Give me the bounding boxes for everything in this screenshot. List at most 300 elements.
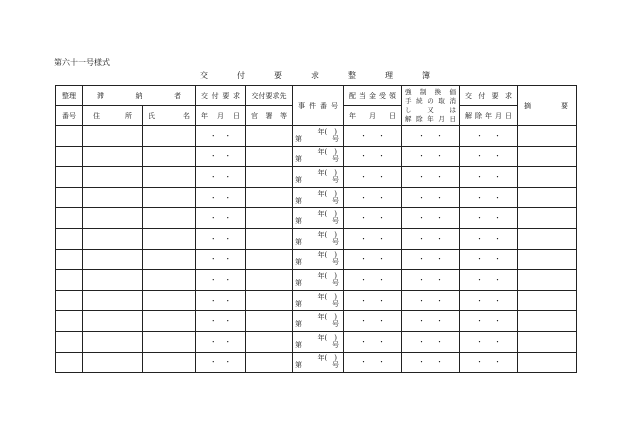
kofu-date-cell[interactable]: [196, 290, 246, 311]
date-separator: ・: [224, 317, 232, 326]
jiken-bango-cell[interactable]: [293, 208, 344, 229]
case-year: 年( ): [317, 189, 337, 198]
date-dots: [418, 193, 443, 203]
jusho-cell[interactable]: [83, 352, 143, 373]
date-dots: [360, 337, 385, 347]
date-dots: [418, 151, 443, 161]
case-go: 号: [332, 237, 339, 246]
table-row: [56, 352, 577, 373]
kaijo-date-cell[interactable]: [460, 290, 518, 311]
tainousha-char: 滞: [97, 91, 104, 100]
jusho-char: 住: [93, 111, 100, 120]
jusho-cell[interactable]: [83, 146, 143, 167]
kofu-date-cell[interactable]: [196, 228, 246, 249]
tekiyo-cell[interactable]: [518, 208, 577, 229]
shimei-cell[interactable]: [143, 228, 196, 249]
kofu-date-cell[interactable]: [196, 167, 246, 188]
tekiyo-cell[interactable]: [518, 228, 577, 249]
seiri-bango-cell[interactable]: [56, 249, 83, 270]
tekiyo-cell[interactable]: [518, 311, 577, 332]
date-dots: [210, 357, 232, 367]
case-go: 号: [332, 196, 339, 205]
kansho-cell[interactable]: [246, 249, 293, 270]
case-dai: 第: [295, 237, 302, 246]
jiken-char: 号: [331, 101, 338, 110]
kyosei-date-cell[interactable]: [402, 228, 460, 249]
kofu-date-cell[interactable]: [196, 208, 246, 229]
date-separator: ・: [209, 193, 217, 202]
date-separator: ・: [378, 193, 386, 202]
kyosei-date-cell[interactable]: [402, 290, 460, 311]
seiri-bango-cell[interactable]: [56, 352, 83, 373]
kansho-cell[interactable]: [246, 352, 293, 373]
date-separator: ・: [494, 337, 502, 346]
table-row: [56, 290, 577, 311]
kansho-cell[interactable]: [246, 311, 293, 332]
haito-date-cell[interactable]: [344, 311, 402, 332]
shimei-cell[interactable]: [143, 352, 196, 373]
table-row: [56, 126, 577, 147]
kansho-cell[interactable]: [246, 187, 293, 208]
date-dots: [476, 316, 501, 326]
kaijo-date-cell[interactable]: [460, 167, 518, 188]
date-dots: [360, 213, 385, 223]
kyosei-date-cell[interactable]: [402, 167, 460, 188]
date-separator: ・: [209, 275, 217, 284]
kyosei-date-cell[interactable]: [402, 352, 460, 373]
kyosei-char: 解: [405, 114, 412, 123]
header-kofu-date: [196, 106, 246, 126]
kaijo-date-cell[interactable]: [460, 187, 518, 208]
date-separator: ・: [494, 214, 502, 223]
haito-char: 金: [369, 91, 376, 100]
haito-date-cell[interactable]: [344, 249, 402, 270]
haito-date-cell[interactable]: [344, 208, 402, 229]
date-separator: ・: [417, 317, 425, 326]
date-separator: ・: [436, 193, 444, 202]
kaijo-date-cell[interactable]: [460, 311, 518, 332]
kofu-date-cell[interactable]: [196, 352, 246, 373]
date-dots: [418, 316, 443, 326]
date-dots: [418, 337, 443, 347]
date-dots: [476, 151, 501, 161]
date-separator: ・: [475, 275, 483, 284]
jusho-cell[interactable]: [83, 311, 143, 332]
jiken-char: 事: [298, 101, 305, 110]
date-separator: ・: [417, 337, 425, 346]
tekiyo-cell[interactable]: [518, 167, 577, 188]
date-separator: ・: [378, 234, 386, 243]
date-separator: ・: [494, 275, 502, 284]
date-separator: ・: [359, 358, 367, 367]
kaijo-char: 求: [504, 91, 512, 100]
date-separator: ・: [436, 172, 444, 181]
jusho-cell[interactable]: [83, 167, 143, 188]
seiri-bango-cell[interactable]: [56, 167, 83, 188]
date-separator: ・: [494, 131, 502, 140]
shimei-cell[interactable]: [143, 331, 196, 352]
case-year: 年( ): [317, 251, 337, 260]
date-dots: [210, 316, 232, 326]
kansho-cell[interactable]: [246, 290, 293, 311]
kaijo-date-cell[interactable]: [460, 228, 518, 249]
tekiyo-cell[interactable]: [518, 270, 577, 291]
shimei-cell[interactable]: [143, 208, 196, 229]
kansho-char: 等: [280, 111, 287, 120]
date-dots: [360, 275, 385, 285]
date-separator: ・: [475, 193, 483, 202]
kofu-date-cell[interactable]: [196, 249, 246, 270]
case-go: 号: [332, 155, 339, 164]
date-separator: ・: [436, 214, 444, 223]
jiken-bango-cell[interactable]: [293, 228, 344, 249]
date-dots: [210, 193, 232, 203]
kaijo-char: 交: [465, 91, 472, 100]
kyosei-date-cell[interactable]: [402, 187, 460, 208]
date-dots: [476, 234, 501, 244]
kyosei-char: 取: [438, 96, 445, 105]
kyosei-char: は: [449, 105, 456, 114]
tekiyo-cell[interactable]: [518, 331, 577, 352]
date-dots: [476, 337, 501, 347]
date-separator: ・: [209, 172, 217, 181]
jiken-char: 件: [309, 101, 316, 110]
haito-date-cell[interactable]: [344, 228, 402, 249]
header-jusho: [83, 106, 143, 126]
kyosei-char: 手: [405, 96, 412, 105]
seiri-bango-cell[interactable]: [56, 228, 83, 249]
haito-date-char: 日: [389, 111, 396, 120]
haito-date-char: 年: [349, 111, 356, 120]
jusho-char: 所: [125, 111, 132, 120]
case-number-line: [293, 321, 343, 328]
seiri-bango-cell[interactable]: [56, 311, 83, 332]
tekiyo-cell[interactable]: [518, 146, 577, 167]
date-dots: [210, 337, 232, 347]
haito-date-cell[interactable]: [344, 331, 402, 352]
kyosei-char: 消: [449, 96, 456, 105]
date-separator: ・: [209, 234, 217, 243]
jiken-bango-cell[interactable]: [293, 270, 344, 291]
haito-date-cell[interactable]: [344, 187, 402, 208]
kansho-cell[interactable]: [246, 208, 293, 229]
date-separator: ・: [475, 296, 483, 305]
kyosei-line: [405, 98, 456, 105]
header-haito: [344, 86, 402, 106]
jusho-cell[interactable]: [83, 228, 143, 249]
jiken-bango-cell[interactable]: [293, 352, 344, 373]
kofu-date-cell[interactable]: [196, 187, 246, 208]
date-dots: [476, 275, 501, 285]
date-separator: ・: [436, 337, 444, 346]
jusho-cell[interactable]: [83, 270, 143, 291]
kaijo-char: 要: [491, 91, 499, 100]
date-separator: ・: [209, 358, 217, 367]
shimei-cell[interactable]: [143, 187, 196, 208]
tekiyo-cell[interactable]: [518, 249, 577, 270]
kyosei-char: 日: [449, 114, 456, 123]
date-separator: ・: [417, 214, 425, 223]
tekiyo-cell[interactable]: [518, 290, 577, 311]
date-dots: [418, 254, 443, 264]
tekiyo-char: 要: [561, 101, 568, 110]
tekiyo-cell[interactable]: [518, 126, 577, 147]
shimei-char: 名: [183, 111, 190, 120]
kofu-date-cell[interactable]: [196, 311, 246, 332]
title-char: 要: [274, 71, 282, 80]
case-year: 年( ): [317, 292, 337, 301]
jiken-bango-cell[interactable]: [293, 146, 344, 167]
jiken-bango-cell[interactable]: [293, 187, 344, 208]
haito-char: 受: [379, 91, 386, 100]
shimei-cell[interactable]: [143, 249, 196, 270]
date-dots: [360, 131, 385, 141]
kofu-yokyu-char: 交: [201, 91, 208, 100]
haito-date-cell[interactable]: [344, 146, 402, 167]
jiken-bango-cell[interactable]: [293, 311, 344, 332]
kaijo-date-char: 除: [475, 111, 482, 120]
date-separator: ・: [475, 131, 483, 140]
case-number-line: [293, 259, 343, 266]
header-kansho: [246, 106, 293, 126]
date-dots: [360, 151, 385, 161]
date-dots: [476, 193, 501, 203]
case-year: 年( ): [317, 333, 337, 342]
jusho-cell[interactable]: [83, 331, 143, 352]
jiken-bango-cell[interactable]: [293, 290, 344, 311]
shimei-cell[interactable]: [143, 146, 196, 167]
date-dots: [360, 172, 385, 182]
date-separator: ・: [359, 234, 367, 243]
seiri-bango-cell[interactable]: [56, 187, 83, 208]
kyosei-date-cell[interactable]: [402, 249, 460, 270]
kaijo-date-cell[interactable]: [460, 126, 518, 147]
date-separator: ・: [224, 131, 232, 140]
form-title: [200, 70, 430, 81]
case-year: 年( ): [317, 127, 337, 136]
date-dots: [210, 254, 232, 264]
date-dots: [210, 131, 232, 141]
date-separator: ・: [494, 172, 502, 181]
date-separator: ・: [359, 337, 367, 346]
case-year: 年( ): [317, 271, 337, 280]
date-separator: ・: [475, 255, 483, 264]
tekiyo-cell[interactable]: [518, 352, 577, 373]
kyosei-date-cell[interactable]: [402, 270, 460, 291]
table-row: [56, 228, 577, 249]
header-tainousha: [83, 86, 196, 106]
kaijo-date-cell[interactable]: [460, 352, 518, 373]
case-dai: 第: [295, 258, 302, 267]
seiri-bango-cell[interactable]: [56, 290, 83, 311]
kyosei-char: 又: [427, 105, 434, 114]
haito-char: 配: [349, 91, 356, 100]
date-separator: ・: [378, 317, 386, 326]
haito-date-cell[interactable]: [344, 352, 402, 373]
kofu-date-char: 日: [233, 111, 240, 120]
case-dai: 第: [295, 155, 302, 164]
haito-date-cell[interactable]: [344, 126, 402, 147]
jiken-bango-cell[interactable]: [293, 331, 344, 352]
shimei-cell[interactable]: [143, 270, 196, 291]
kaijo-date-cell[interactable]: [460, 331, 518, 352]
table-row: [56, 167, 577, 188]
jiken-bango-cell[interactable]: [293, 249, 344, 270]
header-kaijo-date: [460, 106, 518, 126]
date-separator: ・: [224, 255, 232, 264]
jusho-cell[interactable]: [83, 126, 143, 147]
shimei-cell[interactable]: [143, 290, 196, 311]
seiri-bango-cell[interactable]: [56, 270, 83, 291]
kansho-char: 官: [251, 111, 258, 120]
date-dots: [418, 357, 443, 367]
kaijo-char: 付: [478, 91, 486, 100]
kansho-cell[interactable]: [246, 167, 293, 188]
kofu-yokyu-char: 要: [222, 91, 230, 100]
date-separator: ・: [359, 317, 367, 326]
case-dai: 第: [295, 175, 302, 184]
date-separator: ・: [209, 214, 217, 223]
date-separator: ・: [417, 358, 425, 367]
kyosei-char: 強: [405, 87, 412, 96]
date-dots: [210, 275, 232, 285]
date-separator: ・: [417, 255, 425, 264]
date-separator: ・: [475, 317, 483, 326]
date-separator: ・: [436, 296, 444, 305]
table-row: [56, 249, 577, 270]
case-go: 号: [332, 217, 339, 226]
kaijo-date-cell[interactable]: [460, 146, 518, 167]
date-separator: ・: [436, 234, 444, 243]
case-year: 年( ): [317, 354, 337, 363]
kofu-date-cell[interactable]: [196, 270, 246, 291]
date-dots: [418, 296, 443, 306]
kansho-cell[interactable]: [246, 270, 293, 291]
date-dots: [476, 357, 501, 367]
date-separator: ・: [475, 152, 483, 161]
haito-date-cell[interactable]: [344, 290, 402, 311]
kofu-date-cell[interactable]: [196, 331, 246, 352]
haito-date-cell[interactable]: [344, 167, 402, 188]
title-char: 整: [348, 71, 356, 80]
date-separator: ・: [378, 131, 386, 140]
kyosei-char: 月: [438, 114, 445, 123]
case-go: 号: [332, 320, 339, 329]
kansho-cell[interactable]: [246, 146, 293, 167]
case-go: 号: [332, 258, 339, 267]
seiri-bango-cell[interactable]: [56, 146, 83, 167]
case-number-line: [293, 218, 343, 225]
date-separator: ・: [494, 358, 502, 367]
kansho-cell[interactable]: [246, 331, 293, 352]
date-dots: [210, 296, 232, 306]
kyosei-date-cell[interactable]: [402, 311, 460, 332]
date-separator: ・: [224, 234, 232, 243]
tekiyo-cell[interactable]: [518, 187, 577, 208]
case-go: 号: [332, 278, 339, 287]
kaijo-date-cell[interactable]: [460, 270, 518, 291]
date-separator: ・: [436, 152, 444, 161]
kofu-date-cell[interactable]: [196, 146, 246, 167]
case-dai: 第: [295, 196, 302, 205]
date-separator: ・: [209, 131, 217, 140]
kaijo-date-cell[interactable]: [460, 208, 518, 229]
date-separator: ・: [224, 296, 232, 305]
table-row: [56, 187, 577, 208]
jusho-cell[interactable]: [83, 208, 143, 229]
case-dai: 第: [295, 361, 302, 370]
case-number-line: [293, 156, 343, 163]
jusho-cell[interactable]: [83, 187, 143, 208]
case-number-line: [293, 280, 343, 287]
date-separator: ・: [494, 255, 502, 264]
date-separator: ・: [475, 172, 483, 181]
seiri-bango-cell[interactable]: [56, 126, 83, 147]
case-number-line: [293, 362, 343, 369]
date-separator: ・: [224, 152, 232, 161]
date-separator: ・: [359, 172, 367, 181]
seiri-bango-cell[interactable]: [56, 208, 83, 229]
kyosei-date-cell[interactable]: [402, 126, 460, 147]
date-dots: [418, 275, 443, 285]
date-dots: [210, 151, 232, 161]
seiri-bango-cell[interactable]: [56, 331, 83, 352]
case-number-line: [293, 198, 343, 205]
form-number: 第六十一号様式: [54, 58, 110, 67]
shimei-cell[interactable]: [143, 167, 196, 188]
kansho-cell[interactable]: [246, 228, 293, 249]
kaijo-date-cell[interactable]: [460, 249, 518, 270]
jiken-bango-cell[interactable]: [293, 167, 344, 188]
kyosei-char: 換: [434, 87, 442, 96]
date-separator: ・: [359, 131, 367, 140]
haito-date-cell[interactable]: [344, 270, 402, 291]
tekiyo-char: 摘: [524, 101, 531, 110]
date-separator: ・: [378, 152, 386, 161]
case-dai: 第: [295, 217, 302, 226]
header-kaijo: [460, 86, 518, 106]
case-number-line: [293, 136, 343, 143]
table-row: [56, 270, 577, 291]
header-tekiyo: [518, 86, 577, 126]
kyosei-date-cell[interactable]: [402, 146, 460, 167]
jusho-cell[interactable]: [83, 290, 143, 311]
kyosei-date-cell[interactable]: [402, 331, 460, 352]
jusho-cell[interactable]: [83, 249, 143, 270]
shimei-cell[interactable]: [143, 311, 196, 332]
kyosei-date-cell[interactable]: [402, 208, 460, 229]
kofu-date-cell[interactable]: [196, 126, 246, 147]
case-number-line: [293, 177, 343, 184]
title-char: 簿: [422, 71, 430, 80]
tainousha-char: 者: [174, 91, 181, 100]
date-separator: ・: [209, 255, 217, 264]
date-separator: ・: [359, 255, 367, 264]
header-kyosei: [402, 86, 460, 126]
date-dots: [476, 296, 501, 306]
jiken-bango-cell[interactable]: [293, 126, 344, 147]
date-separator: ・: [359, 214, 367, 223]
table-row: [56, 331, 577, 352]
date-separator: ・: [378, 255, 386, 264]
kofu-date-char: 月: [217, 111, 224, 120]
date-separator: ・: [475, 214, 483, 223]
kansho-cell[interactable]: [246, 126, 293, 147]
kaijo-date-char: 解: [465, 111, 472, 120]
shimei-cell[interactable]: [143, 126, 196, 147]
date-separator: ・: [475, 337, 483, 346]
date-separator: ・: [224, 214, 232, 223]
